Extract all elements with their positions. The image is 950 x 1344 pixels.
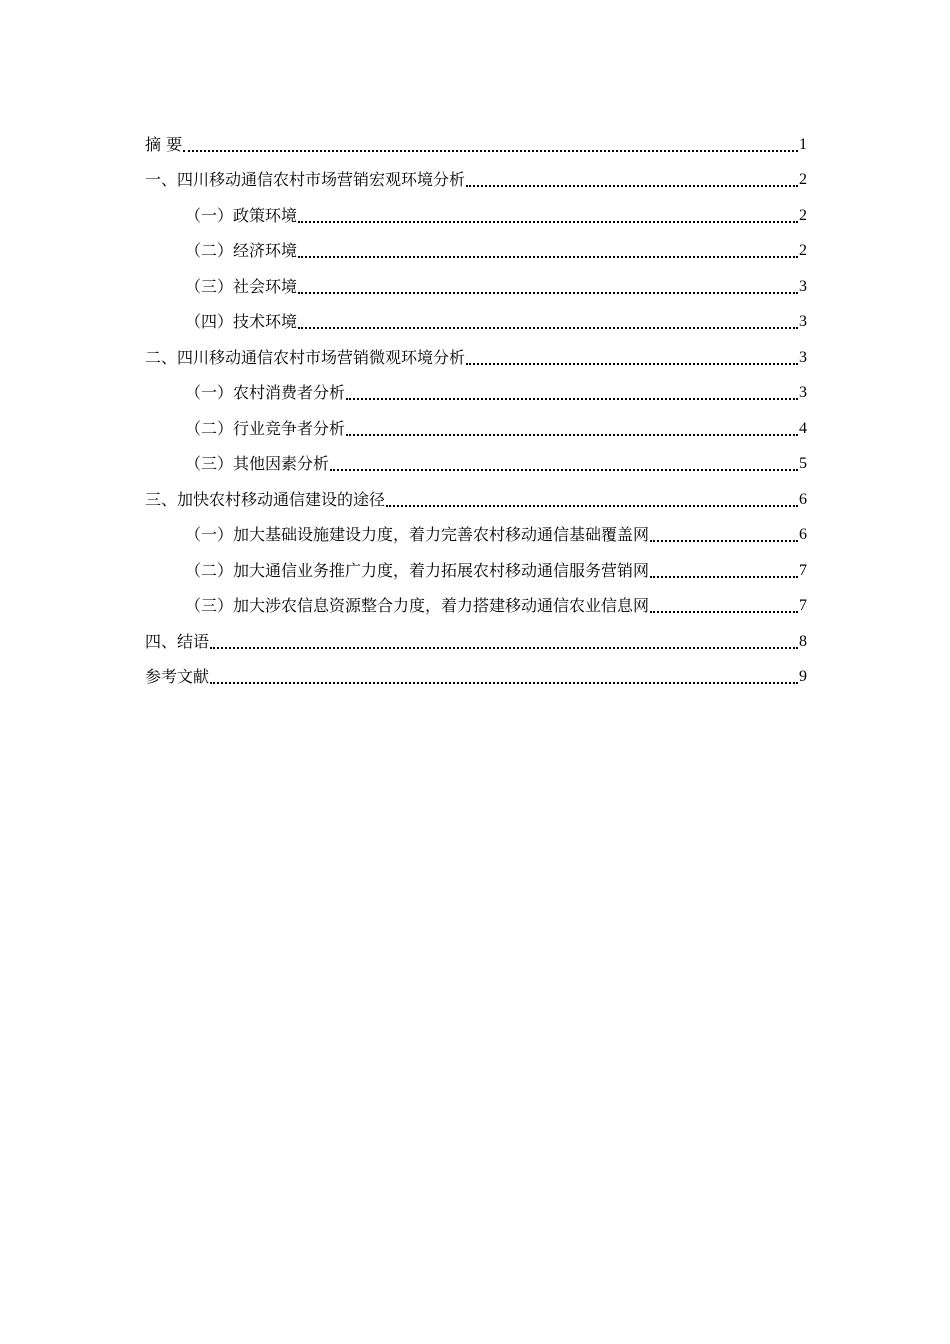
toc-entry-title: 二、四川移动通信农村市场营销微观环境分析 [145, 347, 466, 367]
toc-leader-dots [298, 327, 798, 329]
toc-entry-title: 参考文献 [145, 667, 210, 686]
toc-leader-dots [183, 150, 798, 152]
toc-leader-dots [210, 682, 798, 684]
toc-entry[interactable] [145, 584, 807, 620]
toc-entry[interactable] [145, 619, 807, 655]
toc-entry[interactable] [145, 442, 807, 478]
toc-entry-page: 6 [799, 490, 807, 508]
toc-entry-page: 7 [799, 597, 807, 614]
toc-leader-dots [298, 256, 798, 258]
toc-entry-title: 四、结语 [145, 631, 210, 651]
toc-leader-dots [330, 469, 798, 471]
toc-leader-dots [298, 292, 798, 294]
toc-entry-page: 2 [799, 206, 807, 224]
toc-entry-title: （四）技术环境 [185, 312, 298, 331]
toc-entry-page: 9 [799, 668, 807, 685]
toc-entry-page: 3 [799, 277, 807, 295]
toc-entry-title: （一）农村消费者分析 [185, 383, 346, 402]
table-of-contents [145, 122, 807, 690]
toc-leader-dots [650, 540, 798, 542]
toc-entry[interactable] [145, 655, 807, 691]
toc-entry[interactable] [145, 513, 807, 549]
toc-entry-title: （二）加大通信业务推广力度，着力拓展农村移动通信服务营销网 [185, 560, 650, 580]
toc-leader-dots [650, 611, 798, 613]
toc-entry-title: 摘 要 [145, 134, 183, 154]
toc-entry[interactable] [145, 193, 807, 229]
toc-entry-page: 8 [799, 632, 807, 650]
toc-entry-page: 6 [799, 526, 807, 543]
toc-entry[interactable] [145, 335, 807, 371]
toc-leader-dots [466, 185, 798, 187]
toc-leader-dots [346, 434, 798, 436]
toc-entry[interactable] [145, 548, 807, 584]
toc-entry-title: （二）行业竞争者分析 [185, 418, 346, 438]
toc-entry-page: 7 [799, 561, 807, 579]
toc-entry-page: 3 [799, 313, 807, 330]
toc-entry-page: 4 [799, 419, 807, 437]
toc-entry[interactable] [145, 122, 807, 158]
toc-entry-page: 3 [799, 348, 807, 366]
toc-entry-title: （三）其他因素分析 [185, 454, 330, 473]
toc-entry-title: （三）社会环境 [185, 276, 298, 296]
toc-entry-title: （三）加大涉农信息资源整合力度，着力搭建移动通信农业信息网 [185, 596, 650, 615]
toc-entry-page: 1 [799, 135, 807, 153]
toc-entry-title: （二）经济环境 [185, 241, 298, 260]
toc-leader-dots [210, 647, 798, 649]
toc-entry-title: （一）政策环境 [185, 205, 298, 225]
toc-entry-title: 一、四川移动通信农村市场营销宏观环境分析 [145, 170, 466, 189]
toc-entry-page: 2 [799, 242, 807, 259]
toc-leader-dots [346, 398, 798, 400]
toc-entry-page: 5 [799, 455, 807, 472]
toc-entry[interactable] [145, 406, 807, 442]
toc-entry-page: 2 [799, 171, 807, 188]
toc-leader-dots [650, 576, 798, 578]
toc-entry[interactable] [145, 477, 807, 513]
toc-entry[interactable] [145, 229, 807, 265]
toc-entry[interactable] [145, 158, 807, 194]
toc-entry[interactable] [145, 300, 807, 336]
toc-leader-dots [298, 221, 798, 223]
toc-entry-title: 三、加快农村移动通信建设的途径 [145, 489, 386, 509]
toc-entry[interactable] [145, 264, 807, 300]
toc-entry[interactable] [145, 371, 807, 407]
toc-entry-title: （一）加大基础设施建设力度，着力完善农村移动通信基础覆盖网 [185, 525, 650, 544]
toc-entry-page: 3 [799, 384, 807, 401]
toc-leader-dots [386, 505, 798, 507]
toc-leader-dots [466, 363, 798, 365]
